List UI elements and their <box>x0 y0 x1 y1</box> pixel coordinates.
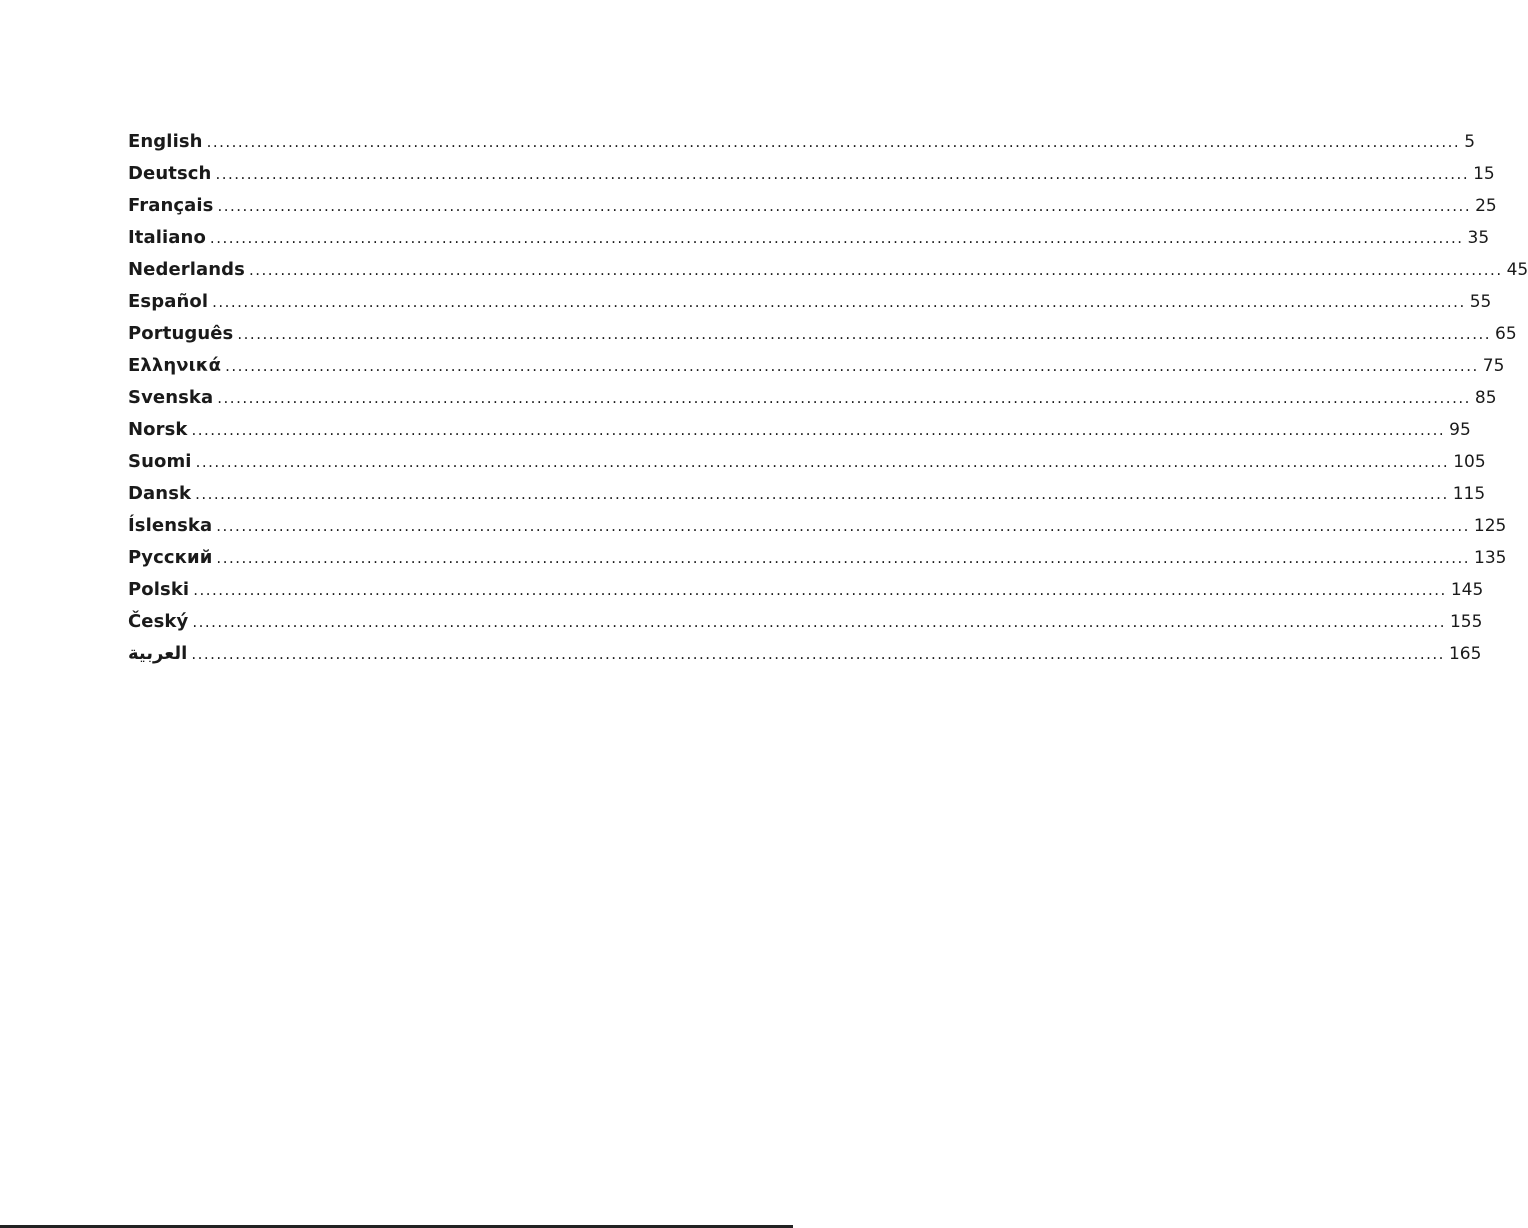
toc-entry-label: Dansk <box>128 483 192 504</box>
toc-entry-label: Suomi <box>128 451 192 472</box>
toc-entry-label: Polski <box>128 579 190 600</box>
toc-entry-label: Nederlands <box>128 259 245 280</box>
dot-leader: ........................................................................................................................................................................................................ <box>217 197 1472 215</box>
toc-entry[interactable] <box>128 542 1507 574</box>
dot-leader: ........................................................................................................................................................................................................ <box>217 389 1471 407</box>
table-of-contents <box>128 126 1528 670</box>
toc-entry[interactable] <box>128 510 1507 542</box>
toc-entry-label: English <box>128 131 203 152</box>
toc-entry-page: 105 <box>1453 452 1486 472</box>
toc-entry-label: Español <box>128 291 209 312</box>
dot-leader: ........................................................................................................................................................................................................ <box>225 357 1479 375</box>
toc-entry-page: 5 <box>1464 132 1476 152</box>
dot-leader: ........................................................................................................................................................................................................ <box>206 133 1461 151</box>
toc-entry-label: Français <box>128 195 214 216</box>
dot-leader: ........................................................................................................................................................................................................ <box>215 165 1470 183</box>
toc-entry-page: 45 <box>1506 260 1528 280</box>
toc-entry-page: 115 <box>1452 484 1486 504</box>
toc-entry-page: 15 <box>1473 164 1495 184</box>
toc-entry-page: 35 <box>1467 228 1490 248</box>
toc-entry-page: 75 <box>1482 356 1505 376</box>
dot-leader: ........................................................................................................................................................................................................ <box>195 485 1449 503</box>
toc-entry[interactable] <box>128 414 1471 446</box>
toc-entry[interactable] <box>128 478 1486 510</box>
dot-leader: ........................................................................................................................................................................................................ <box>192 613 1446 631</box>
dot-leader: ........................................................................................................................................................................................................ <box>212 293 1466 311</box>
toc-entry-page: 95 <box>1449 420 1471 440</box>
dot-leader: ........................................................................................................................................................................................................ <box>191 421 1446 439</box>
dot-leader: ........................................................................................................................................................................................................ <box>191 645 1445 663</box>
toc-entry-page: 55 <box>1469 292 1492 312</box>
toc-entry-page: 135 <box>1474 548 1507 568</box>
dot-leader: ........................................................................................................................................................................................................ <box>216 549 1471 567</box>
toc-entry-label: العربية <box>128 643 188 664</box>
toc-entry[interactable] <box>128 126 1476 158</box>
toc-entry-label: Íslenska <box>128 515 213 536</box>
toc-entry-page: 25 <box>1475 196 1497 216</box>
toc-entry-page: 155 <box>1449 612 1483 632</box>
toc-entry-page: 65 <box>1495 324 1517 344</box>
toc-entry[interactable] <box>128 638 1482 670</box>
toc-entry-label: Português <box>128 323 234 344</box>
toc-entry[interactable] <box>128 350 1505 382</box>
toc-entry-label: Ελληνικά <box>128 355 222 376</box>
dot-leader: ........................................................................................................................................................................................................ <box>216 517 1470 535</box>
toc-entry[interactable] <box>128 222 1490 254</box>
toc-entry-label: Русский <box>128 547 213 568</box>
toc-entry-label: Svenska <box>128 387 214 408</box>
toc-entry-label: Italiano <box>128 227 206 248</box>
dot-leader: ........................................................................................................................................................................................................ <box>195 453 1450 471</box>
dot-leader: ........................................................................................................................................................................................................ <box>237 325 1492 343</box>
toc-entry[interactable] <box>128 286 1492 318</box>
dot-leader: ........................................................................................................................................................................................................ <box>193 581 1447 599</box>
toc-entry-label: Český <box>128 611 189 632</box>
toc-entry-page: 145 <box>1450 580 1484 600</box>
toc-entry-label: Deutsch <box>128 163 212 184</box>
toc-entry-label: Norsk <box>128 419 188 440</box>
toc-entry-page: 85 <box>1474 388 1497 408</box>
toc-entry[interactable] <box>128 446 1486 478</box>
dot-leader: ........................................................................................................................................................................................................ <box>248 261 1503 279</box>
toc-entry[interactable] <box>128 318 1517 350</box>
toc-entry[interactable] <box>128 574 1484 606</box>
toc-entry[interactable] <box>128 382 1497 414</box>
toc-entry[interactable] <box>128 158 1495 190</box>
toc-entry-page: 165 <box>1448 644 1482 664</box>
toc-entry-page: 125 <box>1473 516 1507 536</box>
toc-entry[interactable] <box>128 190 1497 222</box>
toc-entry[interactable] <box>128 254 1528 286</box>
dot-leader: ........................................................................................................................................................................................................ <box>209 229 1464 247</box>
toc-entry[interactable] <box>128 606 1483 638</box>
